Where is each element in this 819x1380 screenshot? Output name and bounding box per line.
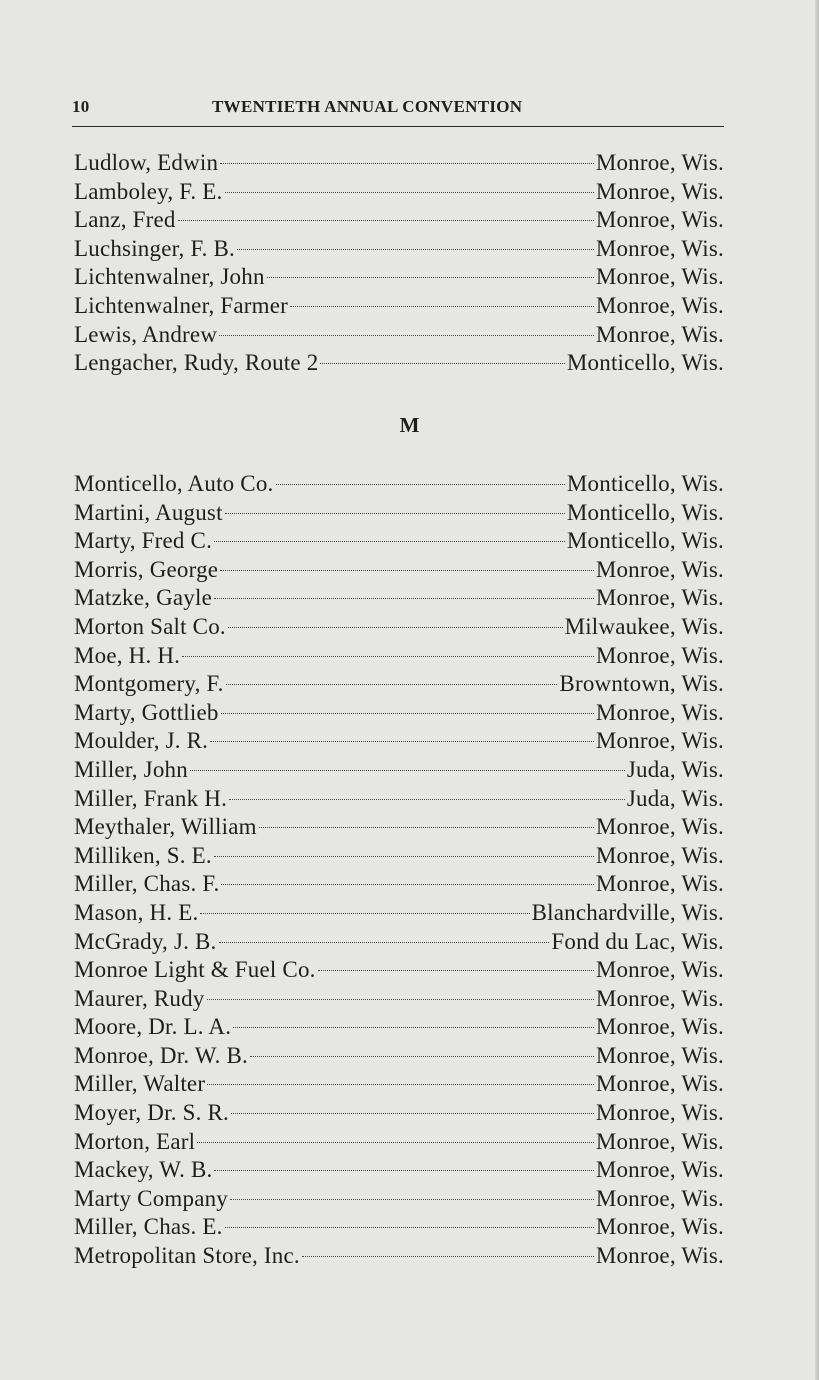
entry-name: Mason, H. E.: [74, 899, 199, 925]
entry-name: Marty, Gottlieb: [74, 699, 219, 725]
entry-name: Miller, Chas. F.: [74, 871, 220, 897]
entry-place: Monroe, Wis.: [595, 871, 724, 897]
directory-entry: [74, 1042, 724, 1071]
dot-leader: [219, 335, 594, 336]
running-title: TWENTIETH ANNUAL CONVENTION: [212, 97, 523, 116]
directory-entry: [74, 584, 724, 613]
entry-place: Monroe, Wis.: [595, 1042, 724, 1068]
entry-name: Lewis, Andrew: [74, 321, 218, 347]
entry-name: Moore, Dr. L. A.: [74, 1014, 232, 1040]
directory-entry: [74, 670, 724, 699]
directory-list-l: [74, 149, 724, 378]
entry-place: Monroe, Wis.: [595, 1014, 724, 1040]
entry-name: Martini, August: [74, 499, 223, 525]
dot-leader: [219, 942, 550, 943]
entry-place: Monticello, Wis.: [566, 350, 724, 376]
directory-entry: [74, 1070, 724, 1099]
entry-name: Miller, Chas. E.: [74, 1214, 223, 1240]
directory-entry: [74, 1013, 724, 1042]
entry-place: Monticello, Wis.: [566, 528, 724, 554]
entry-place: Monroe, Wis.: [595, 642, 724, 668]
entry-place: Monroe, Wis.: [595, 985, 724, 1011]
directory-entry: [74, 235, 724, 264]
page-number: 10: [72, 97, 90, 116]
dot-leader: [320, 363, 564, 364]
entry-place: Monticello, Wis.: [566, 499, 724, 525]
entry-name: Miller, John: [74, 756, 188, 782]
directory-entry: [74, 349, 724, 378]
entry-name: Montgomery, F.: [74, 671, 224, 697]
directory-entry: [74, 321, 724, 350]
directory-entry: [74, 756, 724, 785]
directory-entry: [74, 1156, 724, 1185]
directory-entry: [74, 727, 724, 756]
dot-leader: [276, 484, 565, 485]
entry-place: Monroe, Wis.: [595, 178, 724, 204]
directory-entry: [74, 956, 724, 985]
directory-entry: [74, 178, 724, 207]
dot-leader: [207, 999, 594, 1000]
directory-entry: [74, 470, 724, 499]
directory-entry: [74, 842, 724, 871]
entry-place: Monroe, Wis.: [595, 150, 724, 175]
directory-entry: [74, 292, 724, 321]
dot-leader: [229, 799, 625, 800]
directory-entry: [74, 613, 724, 642]
entry-name: Lichtenwalner, John: [74, 264, 265, 290]
dot-leader: [267, 277, 594, 278]
dot-leader: [250, 1056, 594, 1057]
dot-leader: [302, 1256, 594, 1257]
directory-entry: [74, 206, 724, 235]
entry-place: Monroe, Wis.: [595, 1100, 724, 1126]
directory-entry: [74, 642, 724, 671]
entry-place: Monroe, Wis.: [595, 728, 724, 754]
dot-leader: [182, 656, 594, 657]
header-rule: [72, 126, 724, 127]
entry-place: Monroe, Wis.: [595, 1071, 724, 1097]
directory-entry: [74, 149, 724, 178]
entry-place: Monroe, Wis.: [595, 264, 724, 290]
entry-place: Monroe, Wis.: [595, 235, 724, 261]
dot-leader: [318, 970, 594, 971]
entry-place: Monroe, Wis.: [595, 1157, 724, 1183]
entry-name: McGrady, J. B.: [74, 928, 217, 954]
dot-leader: [214, 598, 594, 599]
entry-name: Lichtenwalner, Farmer: [74, 292, 289, 318]
directory-entry: [74, 928, 724, 957]
entry-place: Juda, Wis.: [626, 756, 724, 782]
entry-name: Meythaler, William: [74, 814, 257, 840]
dot-leader: [221, 713, 594, 714]
dot-leader: [259, 827, 594, 828]
dot-leader: [225, 192, 594, 193]
directory-entry: [74, 263, 724, 292]
entry-name: Monroe Light & Fuel Co.: [74, 957, 316, 983]
entry-name: Morris, George: [74, 556, 219, 582]
entry-place: Monroe, Wis.: [595, 556, 724, 582]
dot-leader: [290, 306, 594, 307]
entry-place: Monroe, Wis.: [595, 699, 724, 725]
section-letter-m: M: [399, 413, 420, 437]
dot-leader: [200, 913, 529, 914]
directory-entry: [74, 527, 724, 556]
dot-leader: [214, 856, 594, 857]
entry-name: Monroe, Dr. W. B.: [74, 1042, 248, 1068]
entry-name: Matzke, Gayle: [74, 585, 212, 611]
entry-place: Monroe, Wis.: [595, 842, 724, 868]
dot-leader: [225, 1227, 594, 1228]
directory-entry: [74, 1185, 724, 1214]
entry-name: Miller, Frank H.: [74, 785, 228, 811]
entry-place: Monroe, Wis.: [595, 1128, 724, 1154]
entry-place: Monroe, Wis.: [595, 585, 724, 611]
dot-leader: [231, 1113, 594, 1114]
entry-place: Browntown, Wis.: [559, 671, 724, 697]
entry-name: Morton Salt Co.: [74, 613, 226, 639]
dot-leader: [237, 249, 594, 250]
entry-name: Moe, H. H.: [74, 642, 181, 668]
directory-entry: [74, 1242, 724, 1271]
entry-place: Monroe, Wis.: [595, 292, 724, 318]
directory-entry: [74, 785, 724, 814]
entry-name: Ludlow, Edwin: [74, 150, 219, 175]
entry-name: Milliken, S. E.: [74, 842, 212, 868]
directory-entry: [74, 1213, 724, 1242]
entry-name: Luchsinger, F. B.: [74, 235, 235, 261]
dot-leader: [233, 1027, 594, 1028]
entry-place: Monroe, Wis.: [595, 321, 724, 347]
page-edge: [815, 0, 819, 1380]
directory-entry: [74, 1099, 724, 1128]
entry-place: Monroe, Wis.: [595, 1185, 724, 1211]
directory-entry: [74, 1128, 724, 1157]
entry-name: Monticello, Auto Co.: [74, 471, 274, 496]
dot-leader: [214, 541, 565, 542]
directory-entry: [74, 870, 724, 899]
entry-name: Miller, Walter: [74, 1071, 206, 1097]
entry-name: Lanz, Fred: [74, 207, 176, 233]
directory-entry: [74, 556, 724, 585]
entry-place: Monroe, Wis.: [595, 814, 724, 840]
entry-place: Monroe, Wis.: [595, 1243, 724, 1269]
dot-leader: [178, 220, 594, 221]
entry-place: Milwaukee, Wis.: [564, 613, 724, 639]
entry-place: Monticello, Wis.: [566, 471, 724, 496]
dot-leader: [225, 513, 565, 514]
dot-leader: [210, 741, 594, 742]
entry-place: Blanchardville, Wis.: [531, 899, 724, 925]
dot-leader: [207, 1084, 594, 1085]
dot-leader: [228, 627, 563, 628]
entry-place: Juda, Wis.: [626, 785, 724, 811]
directory-entry: [74, 813, 724, 842]
dot-leader: [230, 1199, 594, 1200]
dot-leader: [220, 163, 594, 164]
entry-name: Metropolitan Store, Inc.: [74, 1243, 300, 1269]
directory-entry: [74, 699, 724, 728]
entry-name: Lamboley, F. E.: [74, 178, 223, 204]
entry-name: Morton, Earl: [74, 1128, 196, 1154]
page-header: [72, 97, 724, 123]
entry-place: Monroe, Wis.: [595, 207, 724, 233]
entry-name: Lengacher, Rudy, Route 2: [74, 350, 319, 376]
dot-leader: [221, 884, 593, 885]
dot-leader: [197, 1142, 594, 1143]
dot-leader: [220, 570, 594, 571]
entry-name: Mackey, W. B.: [74, 1157, 213, 1183]
directory-entry: [74, 899, 724, 928]
entry-place: Monroe, Wis.: [595, 1214, 724, 1240]
directory-list-m: [74, 470, 724, 1271]
directory-entry: [74, 499, 724, 528]
entry-name: Moulder, J. R.: [74, 728, 209, 754]
entry-place: Fond du Lac, Wis.: [551, 928, 724, 954]
entry-name: Moyer, Dr. S. R.: [74, 1100, 229, 1126]
dot-leader: [226, 684, 558, 685]
dot-leader: [190, 770, 625, 771]
entry-name: Marty, Fred C.: [74, 528, 213, 554]
entry-name: Maurer, Rudy: [74, 985, 205, 1011]
entry-place: Monroe, Wis.: [595, 957, 724, 983]
entry-name: Marty Company: [74, 1185, 228, 1211]
directory-entry: [74, 985, 724, 1014]
dot-leader: [214, 1170, 593, 1171]
